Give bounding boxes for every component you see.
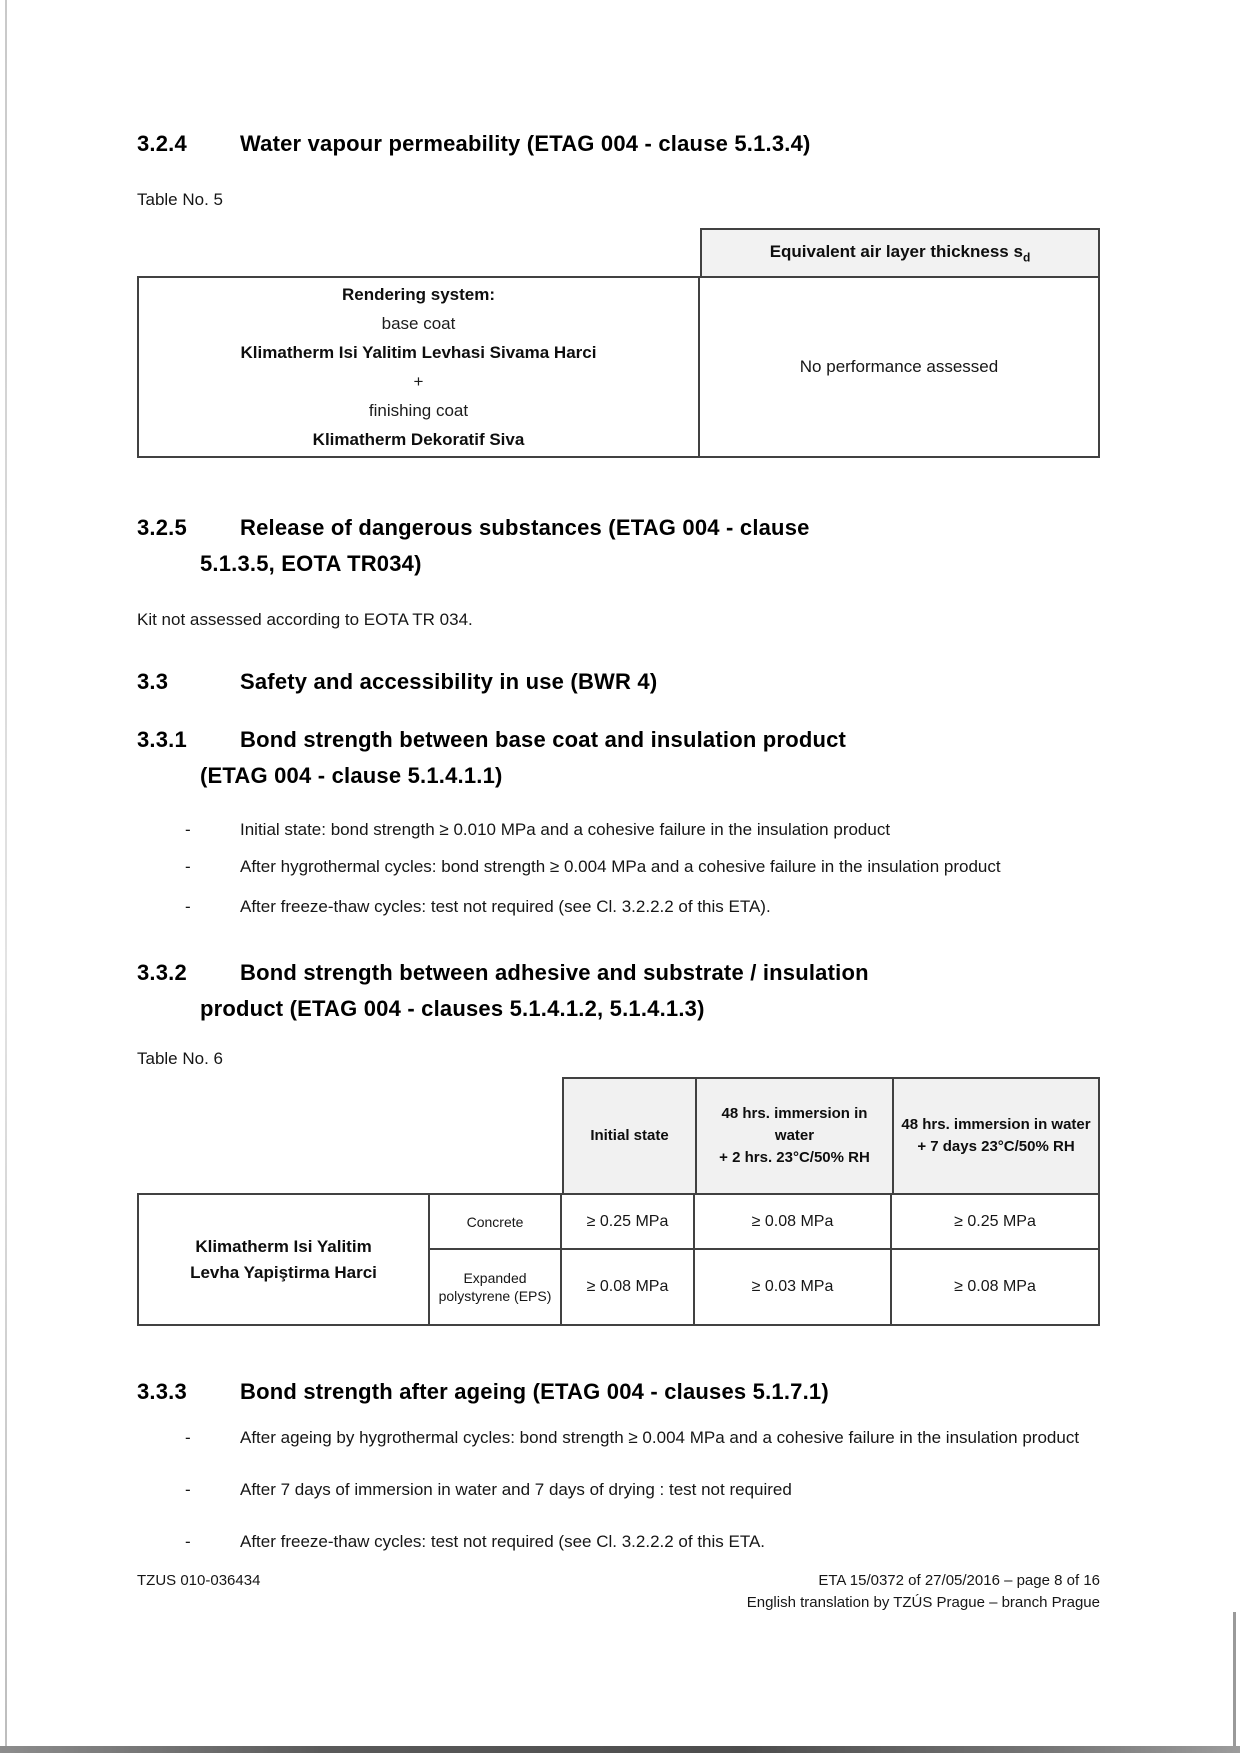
heading-number: 3.3 bbox=[137, 669, 169, 694]
table-5-header-row bbox=[137, 228, 1100, 278]
table-5-body-row bbox=[137, 276, 1100, 458]
plus-line: + bbox=[413, 372, 424, 391]
table-row bbox=[430, 1195, 1098, 1250]
bullet-text: After freeze-thaw cycles: test not required (see Cl. 3.2.2.2 of this ETA. bbox=[240, 1532, 766, 1551]
footer-translation-line: English translation by TZÚS Prague – branch Prague bbox=[746, 1594, 1100, 1611]
table-6-rows bbox=[430, 1195, 1098, 1324]
base-coat-product-line: Klimatherm Isi Yalitim Levhasi Sivama Harci bbox=[240, 343, 597, 362]
heading-title-line1: Bond strength between base coat and insulation product bbox=[240, 727, 847, 752]
table-5-rendering-system-cell bbox=[139, 278, 700, 456]
table-5-caption: Table No. 5 bbox=[137, 190, 223, 209]
bullet-item bbox=[137, 1530, 1100, 1554]
header-line1: 48 hrs. immersion in water bbox=[721, 1105, 868, 1144]
footer-document-number: TZUS 010-036434 bbox=[137, 1572, 261, 1589]
table-6-header-initial-state: Initial state bbox=[564, 1079, 697, 1193]
table-6-caption: Table No. 6 bbox=[137, 1049, 223, 1068]
heading-3-3-2 bbox=[137, 955, 1100, 1027]
heading-number: 3.2.5 bbox=[137, 515, 187, 540]
heading-title: Water vapour permeability (ETAG 004 - clause 5.1.3.4) bbox=[240, 131, 811, 156]
table-5-performance-cell: No performance assessed bbox=[799, 357, 999, 376]
table-6-body bbox=[137, 1193, 1100, 1326]
bullet-dash: - bbox=[185, 820, 191, 839]
footer-eta-reference bbox=[747, 1570, 1100, 1614]
value-cell: ≥ 0.25 MPa bbox=[562, 1195, 695, 1248]
bullet-text: After freeze-thaw cycles: test not required (see Cl. 3.2.2.2 of this ETA). bbox=[240, 897, 771, 916]
heading-number: 3.3.3 bbox=[137, 1379, 187, 1404]
subscript-d: d bbox=[1022, 250, 1031, 265]
heading-number: 3.3.2 bbox=[137, 960, 187, 985]
header-line2: + 2 hrs. 23°C/50% RH bbox=[719, 1149, 870, 1166]
bullet-dash: - bbox=[185, 857, 191, 876]
heading-title bbox=[200, 510, 1100, 582]
heading-title bbox=[200, 955, 1100, 1027]
heading-3-3-3 bbox=[137, 1374, 1100, 1410]
paragraph-3-2-5: Kit not assessed according to EOTA TR 034. bbox=[137, 610, 473, 629]
bullet-item bbox=[137, 1478, 1100, 1502]
bullet-item bbox=[137, 1426, 1100, 1450]
product-label-line1: Klimatherm Isi Yalitim bbox=[195, 1236, 372, 1256]
rendering-system-line: Rendering system: bbox=[341, 285, 496, 304]
table-6-header-48hrs-2hrs bbox=[697, 1079, 894, 1193]
table-5-header-spacer bbox=[137, 228, 700, 278]
value-cell: ≥ 0.08 MPa bbox=[954, 1278, 1036, 1295]
heading-title: Bond strength after ageing (ETAG 004 - clauses 5.1.7.1) bbox=[240, 1379, 829, 1404]
product-label-line2: Levha Yapiştirma Harci bbox=[190, 1262, 377, 1282]
finishing-coat-line: finishing coat bbox=[368, 401, 469, 420]
value-cell: ≥ 0.08 MPa bbox=[695, 1195, 892, 1248]
heading-title-line1: Bond strength between adhesive and substrate / insulation bbox=[240, 960, 869, 985]
table-5-header-cell bbox=[700, 228, 1100, 278]
value-cell: ≥ 0.25 MPa bbox=[954, 1212, 1036, 1230]
bullet-dash: - bbox=[185, 1480, 191, 1499]
bullet-item bbox=[137, 818, 1100, 842]
heading-3-3 bbox=[137, 664, 1100, 700]
bullet-dash: - bbox=[185, 1428, 191, 1447]
bullet-dash: - bbox=[185, 1532, 191, 1551]
heading-title-line2: (ETAG 004 - clause 5.1.4.1.1) bbox=[200, 763, 503, 788]
bullet-item bbox=[137, 895, 1100, 919]
heading-number: 3.3.1 bbox=[137, 727, 187, 752]
heading-title-line2: product (ETAG 004 - clauses 5.1.4.1.2, 5.1.4.1.3) bbox=[200, 996, 705, 1021]
table-row bbox=[430, 1250, 1098, 1324]
heading-number: 3.2.4 bbox=[137, 131, 187, 156]
header-line2: + 7 days 23°C/50% RH bbox=[917, 1138, 1075, 1155]
heading-3-3-1 bbox=[137, 722, 1100, 794]
substrate-cell: Concrete bbox=[430, 1195, 562, 1248]
bullet-dash: - bbox=[185, 897, 191, 916]
table-5-header-text: Equivalent air layer thickness $s_d$ bbox=[769, 241, 1031, 265]
heading-title: Safety and accessibility in use (BWR 4) bbox=[240, 669, 658, 694]
finishing-coat-product-line: Klimatherm Dekoratif Siva bbox=[312, 430, 525, 449]
heading-title bbox=[200, 722, 1100, 794]
table-6-header-row bbox=[562, 1077, 1100, 1195]
heading-3-2-5 bbox=[137, 510, 1100, 582]
page-footer bbox=[137, 1570, 1100, 1614]
base-coat-line: base coat bbox=[381, 314, 456, 333]
value-cell: ≥ 0.08 MPa bbox=[562, 1250, 695, 1324]
heading-title-line2: 5.1.3.5, EOTA TR034) bbox=[200, 551, 422, 576]
table-6 bbox=[137, 1077, 1100, 1326]
footer-eta-line: ETA 15/0372 of 27/05/2016 – page 8 of 16 bbox=[818, 1572, 1100, 1589]
bullet-text: After hygrothermal cycles: bond strength ≥ 0.004 MPa and a cohesive failure in the insulation product bbox=[240, 857, 1001, 876]
substrate-cell: Expanded polystyrene (EPS) bbox=[430, 1250, 562, 1324]
table-6-product-label-cell bbox=[139, 1195, 430, 1324]
heading-title-line1: Release of dangerous substances (ETAG 004 - clause bbox=[240, 515, 810, 540]
value-cell: ≥ 0.03 MPa bbox=[695, 1250, 892, 1324]
bullet-text: After ageing by hygrothermal cycles: bond strength ≥ 0.004 MPa and a cohesive failure in the insulation product bbox=[240, 1428, 1080, 1447]
header-line1: 48 hrs. immersion in water bbox=[901, 1116, 1091, 1133]
bullet-item bbox=[137, 855, 1100, 879]
bullet-text: Initial state: bond strength ≥ 0.010 MPa and a cohesive failure in the insulation product bbox=[240, 820, 891, 839]
bullet-text: After 7 days of immersion in water and 7 days of drying : test not required bbox=[240, 1480, 792, 1499]
table-6-header-48hrs-7days bbox=[894, 1079, 1098, 1193]
table-5 bbox=[137, 228, 1100, 458]
heading-3-2-4 bbox=[137, 126, 1100, 162]
